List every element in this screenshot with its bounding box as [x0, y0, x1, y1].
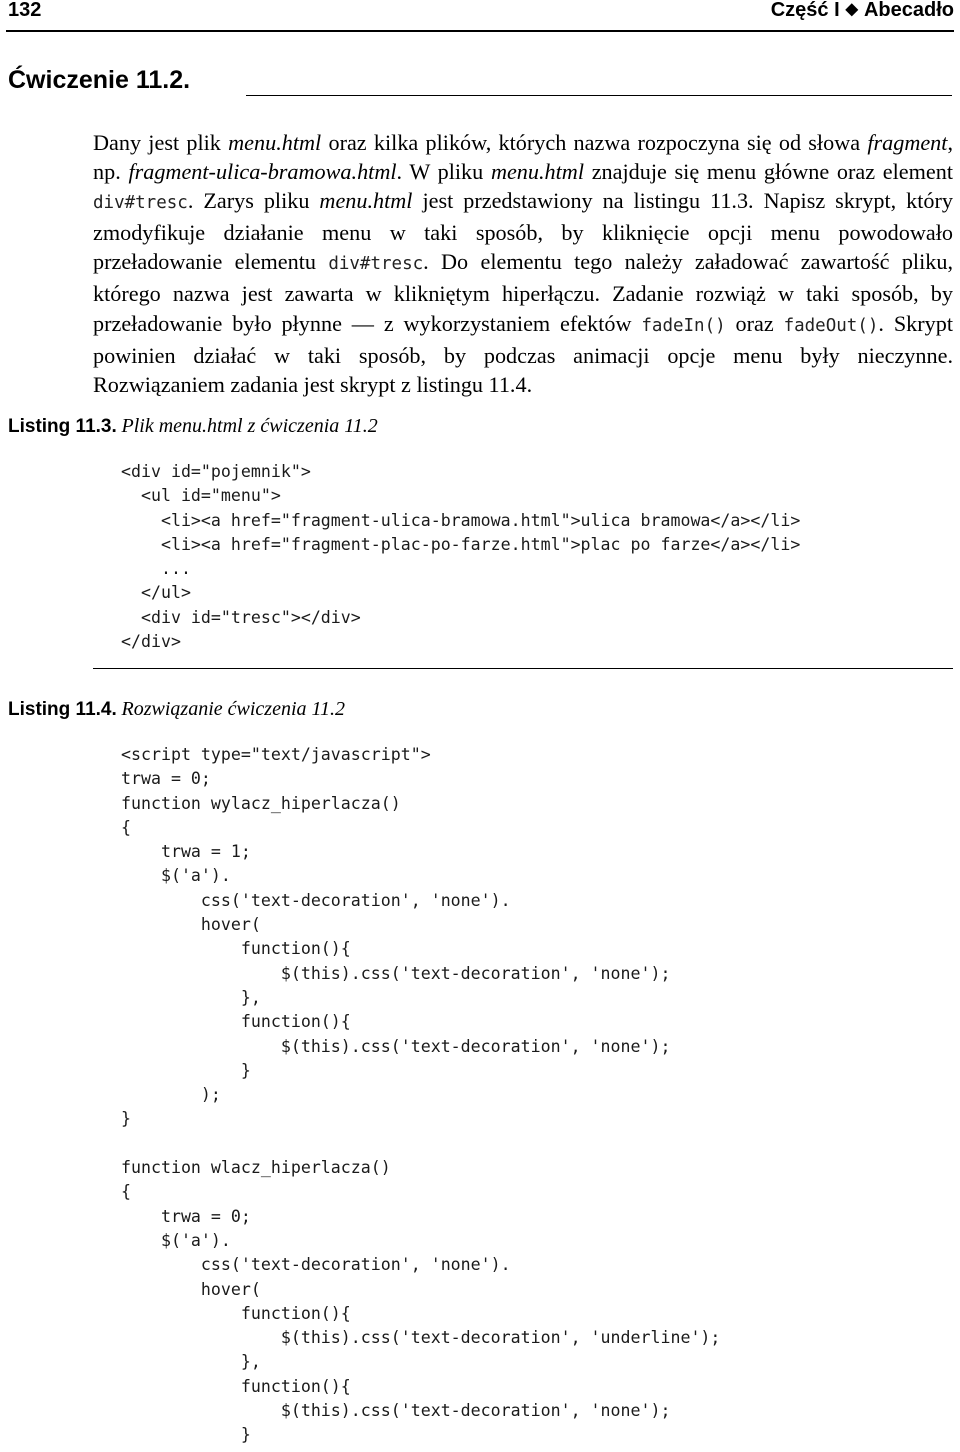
- paragraph-text: . Do elementu tego należy załadować zawartość pliku, którego nazwa jest zawarta w klikniętym hiperłączu. Zadanie rozwiąż w taki sposób, by przeładowanie było płynne — z wykorzystaniem efektów: [93, 249, 953, 336]
- paragraph-text: oraz kilka plików, których nazwa rozpoczyna się od słowa: [321, 130, 868, 155]
- inline-code: fadeOut(): [783, 315, 879, 336]
- paragraph-text: Dany jest plik: [93, 130, 229, 155]
- listing-11-4-title: [8, 698, 345, 721]
- inline-code: div#tresc: [93, 193, 188, 214]
- paragraph-text: . Skrypt powinien działać w taki sposób, by podczas animacji opcje menu były nieczynne. Rozwiązaniem zadania jest skrypt z listingu 11.4.: [93, 310, 953, 397]
- diamond-icon: ◆: [845, 1, 858, 18]
- listing-label: Listing 11.4.: [8, 699, 117, 720]
- filename-italic: fragment-ulica-bramowa.html: [128, 159, 397, 185]
- listing-11-3-title: [8, 415, 378, 438]
- filename-italic: fragment: [867, 130, 948, 155]
- paragraph-text: , np.: [93, 130, 953, 185]
- listing-11-3-code: <div id="pojemnik"> <ul id="menu"> <li><a href="fragment-ulica-bramowa.html">ulica bramowa</a></li> <li><a href="fragment-plac-po-farze.html">plac po farze</a></li> ... </ul> <div id="tresc"></div> </div>: [121, 462, 801, 652]
- filename-italic: menu.html: [319, 188, 413, 214]
- running-head: [771, 0, 954, 22]
- filename-italic: menu.html: [228, 130, 322, 155]
- listing-rule: [93, 668, 953, 669]
- listing-label: Listing 11.3.: [8, 416, 117, 437]
- listing-caption: Rozwiązanie ćwiczenia 11.2: [121, 698, 346, 720]
- listing-11-4-code: <script type="text/javascript"> trwa = 0; function wylacz_hiperlacza() { trwa = 1; $('a'). css('text-decoration', 'none'). hover( function(){ $(this).css('text-decoration', 'none'); }, function(){ $(this).css('text-decoration', 'none'); } ); } function wlacz_hiperlacza() { trwa = 0; $('a'). css('text-decoration', 'none'). hover( function(){ $(this).css('text-decoration', 'underline'); }, function(){ $(this).css('text-decoration', 'none'); }: [121, 745, 721, 1445]
- page-number: 132: [8, 0, 42, 21]
- paragraph-text: . W pliku: [396, 159, 491, 185]
- chapter-label: Abecadło: [863, 0, 954, 21]
- page-header: [6, 0, 954, 32]
- paragraph-text: oraz: [725, 310, 784, 336]
- exercise-title: Ćwiczenie 11.2.: [8, 66, 191, 94]
- title-rule: [246, 95, 952, 96]
- inline-code: div#tresc: [328, 254, 424, 275]
- inline-code: fadeIn(): [641, 315, 726, 336]
- exercise-paragraph: [93, 128, 953, 399]
- part-label: Część I: [770, 0, 840, 21]
- paragraph-text: . Zarys pliku: [187, 188, 320, 214]
- listing-caption: Plik menu.html z ćwiczenia 11.2: [121, 415, 378, 437]
- paragraph-text: znajduje się menu główne oraz element: [584, 159, 954, 185]
- filename-italic: menu.html: [490, 159, 584, 185]
- paragraph-text: jest przedstawiony na listingu 11.3. Napisz skrypt, który zmodyfikuje działanie menu w taki sposób, by kliknięcie opcji menu powodowało przeładowanie elementu: [93, 188, 953, 275]
